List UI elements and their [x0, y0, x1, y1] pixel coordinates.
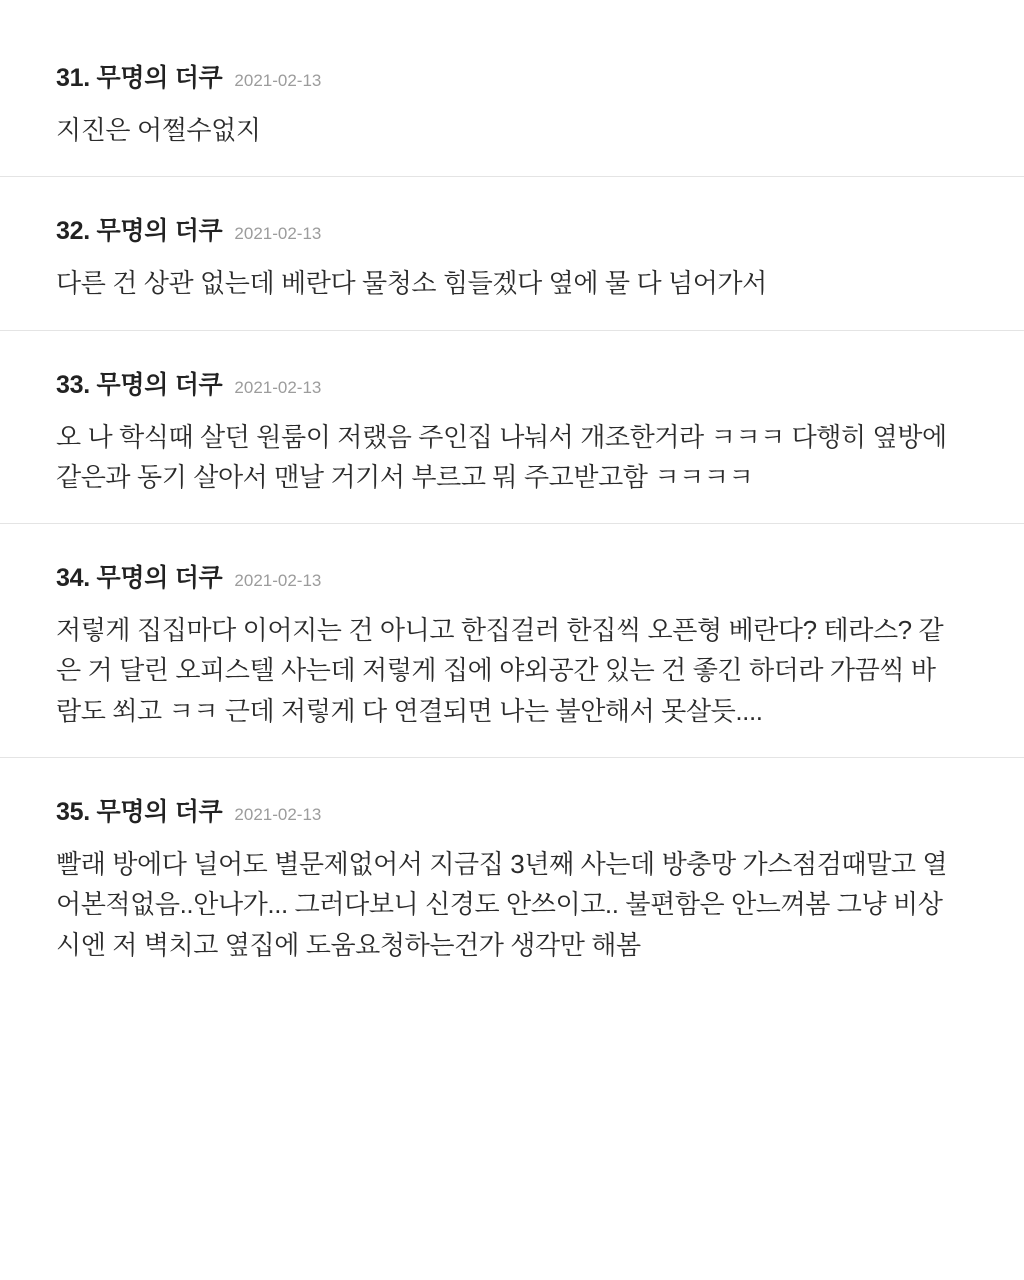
comment-date: 2021-02-13 — [234, 377, 322, 397]
comment-author: 33. 무명의 더쿠 — [56, 370, 223, 399]
comment-author: 34. 무명의 더쿠 — [56, 564, 223, 593]
comment-author: 32. 무명의 더쿠 — [56, 217, 223, 246]
comment-header — [56, 365, 968, 401]
comment-date: 2021-02-13 — [234, 71, 322, 90]
comment-body: 다른 건 상관 없는데 베란다 물청소 힘들겠다 옆에 물 다 넘어가서 — [56, 268, 767, 299]
comment-date: 2021-02-13 — [234, 805, 322, 825]
comment-author: 31. 무명의 더쿠 — [56, 64, 223, 92]
comment-body: 오 나 학식때 살던 원룸이 저랬음 주인집 나눠서 개조한거라 ㅋㅋㅋ 다행히 옆방에 같은과 동기 살아서 맨날 거기서 부르고 뭐 주고받고함 ㅋㅋㅋㅋ — [56, 421, 954, 492]
comment-body: 빨래 방에다 널어도 별문제없어서 지금집 3년째 사는데 방충망 가스점검때말고 열어본적없음..안나가... 그러다보니 신경도 안쓰이고.. 불편함은 안느껴봄 그냥 비상시엔 저 벽치고 옆집에 도움요청하는건가 생각만 해봄 — [56, 849, 948, 960]
comment-author: 35. 무명의 더쿠 — [56, 798, 223, 827]
comment-item — [0, 523, 1024, 757]
comment-header — [56, 792, 968, 828]
comment-header — [56, 558, 968, 594]
comment-date: 2021-02-13 — [234, 571, 322, 591]
comment-header — [56, 58, 968, 94]
comment-item — [0, 176, 1024, 329]
comment-item — [0, 0, 1024, 176]
comment-item — [0, 330, 1024, 524]
comment-date: 2021-02-13 — [234, 224, 322, 244]
comment-header — [56, 211, 968, 247]
comment-body: 저렇게 집집마다 이어지는 건 아니고 한집걸러 한집씩 오픈형 베란다? 테라스? 같은 거 달린 오피스텔 사는데 저렇게 집에 야외공간 있는 건 좋긴 하더라 가끔씩 바람도 쐬고 ㅋㅋ 근데 저렇게 다 연결되면 나는 불안해서 못살듯.... — [56, 615, 944, 726]
comment-body: 지진은 어쩔수없지 — [56, 115, 261, 145]
comment-item — [0, 757, 1024, 991]
